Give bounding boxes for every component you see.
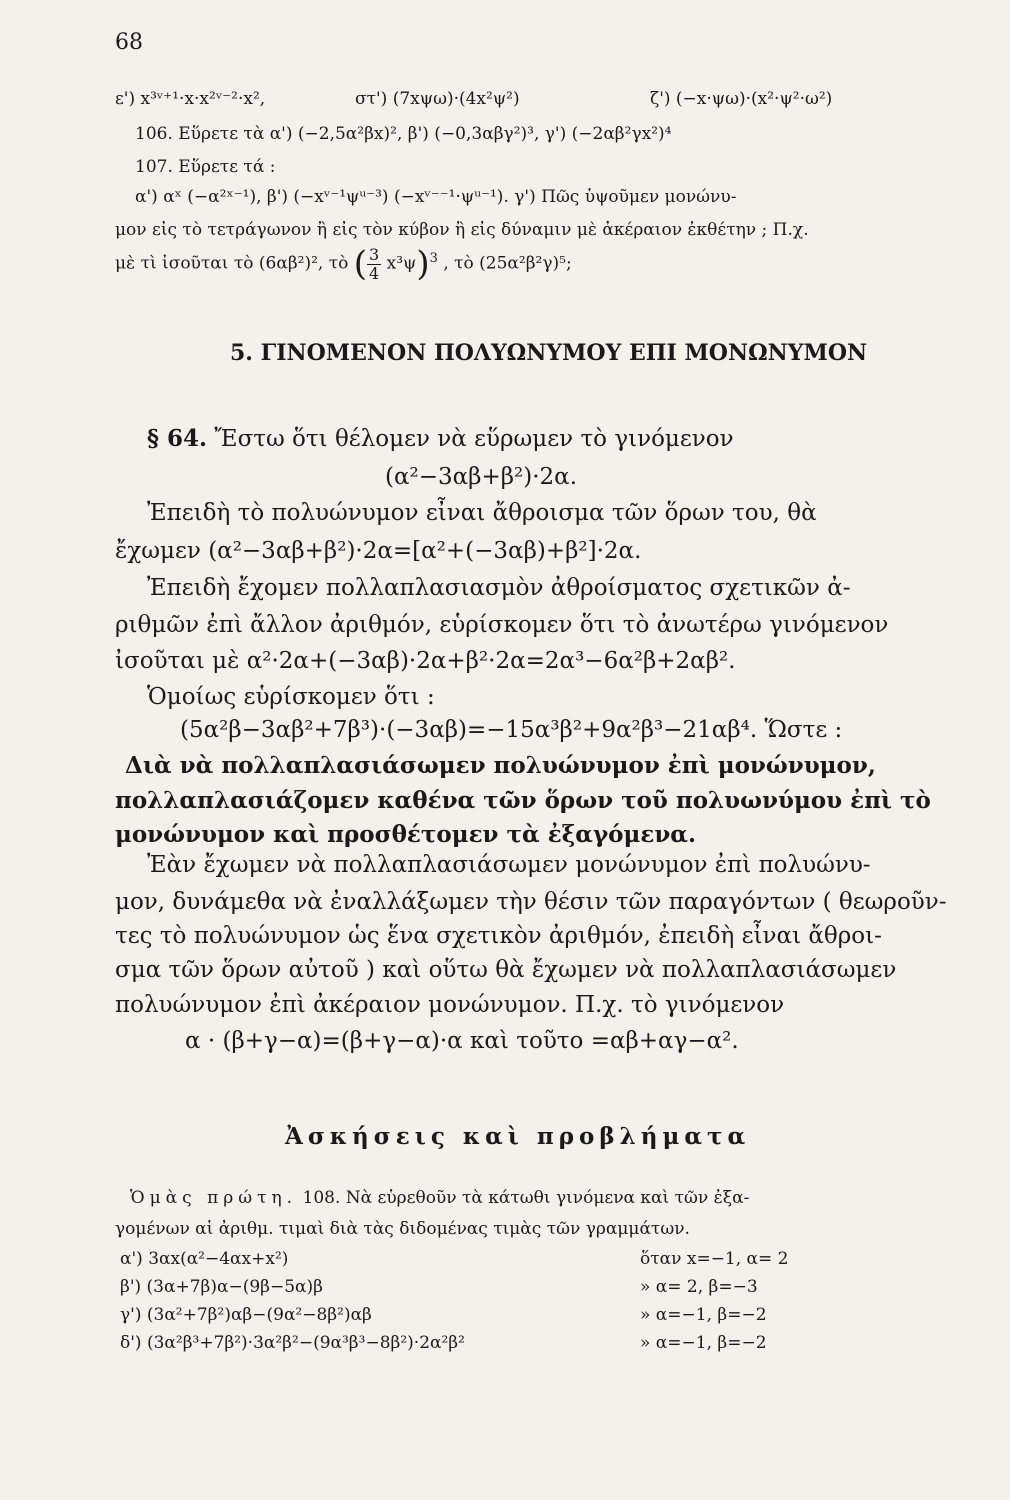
section-number: § 64. xyxy=(147,425,208,452)
paragraph-1-line-1: Ἐπειδὴ τὸ πολυώνυμον εἶναι ἄθροισμα τῶν ὅρων του, θὰ xyxy=(147,500,817,526)
exercise-item-expr: α') 3αx(α²−4αx+x²) xyxy=(120,1249,289,1269)
paragraph-5-line-2: μον, δυνάμεθα νὰ ἐναλλάξωμεν τὴν θέσιν τῶν παραγόντων ( θεωροῦν- xyxy=(115,889,947,915)
fraction xyxy=(367,246,381,283)
example-text-b: , τὸ (25α²β²γ)⁵; xyxy=(443,253,572,274)
exercise-108-line-2: γομένων αἱ ἀριθμ. τιμαὶ διὰ τὰς διδομένας τιμὰς τῶν γραμμάτων. xyxy=(115,1219,690,1239)
exercise-item-cond: » α= 2, β=−3 xyxy=(640,1277,758,1297)
exercise-e: ε') x³ᵛ⁺¹·x·x²ᵛ⁻²·x², xyxy=(115,89,266,109)
intro-text: Ἔστω ὅτι θέλομεν νὰ εὕρωμεν τὸ γινόμενον xyxy=(214,426,734,452)
paragraph-2-line-2: ριθμῶν ἐπὶ ἄλλον ἀριθμόν, εὑρίσκομεν ὅτι τὸ ἀνωτέρω γινόμενον xyxy=(115,612,889,638)
exercise-st: στ') (7xψω)·(4x²ψ²) xyxy=(355,89,520,109)
exercise-item-cond: » α=−1, β=−2 xyxy=(640,1305,767,1325)
equation-1: (α²−3αβ+β²)·2α. xyxy=(385,464,578,490)
exercise-108-line-1 xyxy=(130,1188,749,1208)
paragraph-3: Ὁμοίως εὑρίσκομεν ὅτι : xyxy=(147,684,435,710)
fraction-term: x³ψ xyxy=(386,253,417,274)
exercise-item-expr: β') (3α+7β)α−(9β−5α)β xyxy=(120,1277,323,1297)
exercise-item-expr: γ') (3α²+7β²)αβ−(9α²−8β²)αβ xyxy=(120,1305,372,1325)
example-equation: α · (β+γ−α)=(β+γ−α)·α καὶ τοῦτο =αβ+αγ−α². xyxy=(185,1028,739,1054)
power-exponent: 3 xyxy=(429,250,438,266)
paragraph-5-line-5: πολυώνυμον ἐπὶ ἀκέραιον μονώνυμον. Π.χ. τὸ γινόμενον xyxy=(115,992,785,1018)
paragraph-5-line-3: τες τὸ πολυώνυμον ὡς ἕνα σχετικὸν ἀριθμόν, ἐπειδὴ εἶναι ἄθροι- xyxy=(115,923,882,949)
rule-line-3: μονώνυμον καὶ προσθέτομεν τὰ ἐξαγόμενα. xyxy=(115,821,697,848)
exercise-z: ζ') (−x·ψω)·(x²·ψ²·ω²) xyxy=(650,89,833,109)
paragraph-1-line-2: ἔχωμεν (α²−3αβ+β²)·2α=[α²+(−3αβ)+β²]·2α. xyxy=(115,538,642,564)
paragraph-2-line-3: ἰσοῦται μὲ α²·2α+(−3αβ)·2α+β²·2α=2α³−6α²β+2αβ². xyxy=(115,648,736,674)
exercise-107: 107. Εὕρετε τά : xyxy=(135,157,276,177)
exercises-title: Ἀσκήσεις καὶ προβλήματα xyxy=(285,1123,751,1150)
section-heading: 5. ΓΙΝΟΜΕΝΟΝ ΠΟΛΥΩΝΥΜΟΥ ΕΠΙ ΜΟΝΩΝΥΜΟΝ xyxy=(230,340,868,366)
paragraph-64-intro xyxy=(147,425,734,452)
exercise-107-a: α') αˣ (−α²ˣ⁻¹), β') (−xᵛ⁻¹ψᵘ⁻³) (−xᵛ⁻⁻¹·ψᵘ⁻¹). γ') Πῶς ὑψοῦμεν μονώνυ- xyxy=(135,187,737,207)
fraction-denominator: 4 xyxy=(369,263,380,283)
exercise-item-cond: ὅταν x=−1, α= 2 xyxy=(640,1249,789,1269)
exercise-108-text: 108. Νὰ εὑρεθοῦν τὰ κάτωθι γινόμενα καὶ τῶν ἐξα- xyxy=(302,1188,750,1208)
exercise-106: 106. Εὕρετε τὰ α') (−2,5α²βx)², β') (−0,3αβγ²)³, γ') (−2αβ²γx²)⁴ xyxy=(135,124,672,144)
fraction-numerator: 3 xyxy=(369,244,380,264)
group-label: Ὁμὰς πρώτη. xyxy=(130,1188,298,1208)
open-paren: ( xyxy=(353,244,368,284)
example-text-a: μὲ τὶ ἰσοῦται τὸ (6αβ²)², τὸ xyxy=(115,253,349,274)
close-paren: ) xyxy=(416,244,430,284)
exercise-item-expr: δ') (3α²β³+7β²)·3α²β²−(9α³β³−8β²)·2α²β² xyxy=(120,1333,465,1353)
exercise-107-cont: μον εἰς τὸ τετράγωνον ἢ εἰς τὸν κύβον ἢ εἰς δύναμιν μὲ ἀκέραιον ἐκθέτην ; Π.χ. xyxy=(115,220,809,240)
paragraph-5-line-1: Ἐὰν ἔχωμεν νὰ πολλαπλασιάσωμεν μονώνυμον ἐπὶ πολυώνυ- xyxy=(147,852,871,878)
rule-line-2: πολλαπλασιάζομεν καθένα τῶν ὅρων τοῦ πολυωνύμου ἐπὶ τὸ xyxy=(115,787,931,814)
equation-2: (5α²β−3αβ²+7β³)·(−3αβ)=−15α³β²+9α²β³−21αβ⁴. Ὥστε : xyxy=(180,717,843,743)
rule-line-1: Διὰ νὰ πολλαπλασιάσωμεν πολυώνυμον ἐπὶ μονώνυμον, xyxy=(125,752,876,779)
paragraph-2-line-1: Ἐπειδὴ ἔχομεν πολλαπλασιασμὸν ἀθροίσματος σχετικῶν ἀ- xyxy=(147,575,851,601)
exercise-item-cond: » α=−1, β=−2 xyxy=(640,1333,767,1353)
paragraph-5-line-4: σμα τῶν ὅρων αὐτοῦ ) καὶ οὕτω θὰ ἔχωμεν νὰ πολλαπλασιάσωμεν xyxy=(115,957,897,983)
page-number: 68 xyxy=(115,30,143,55)
exercise-107-example xyxy=(115,244,572,284)
